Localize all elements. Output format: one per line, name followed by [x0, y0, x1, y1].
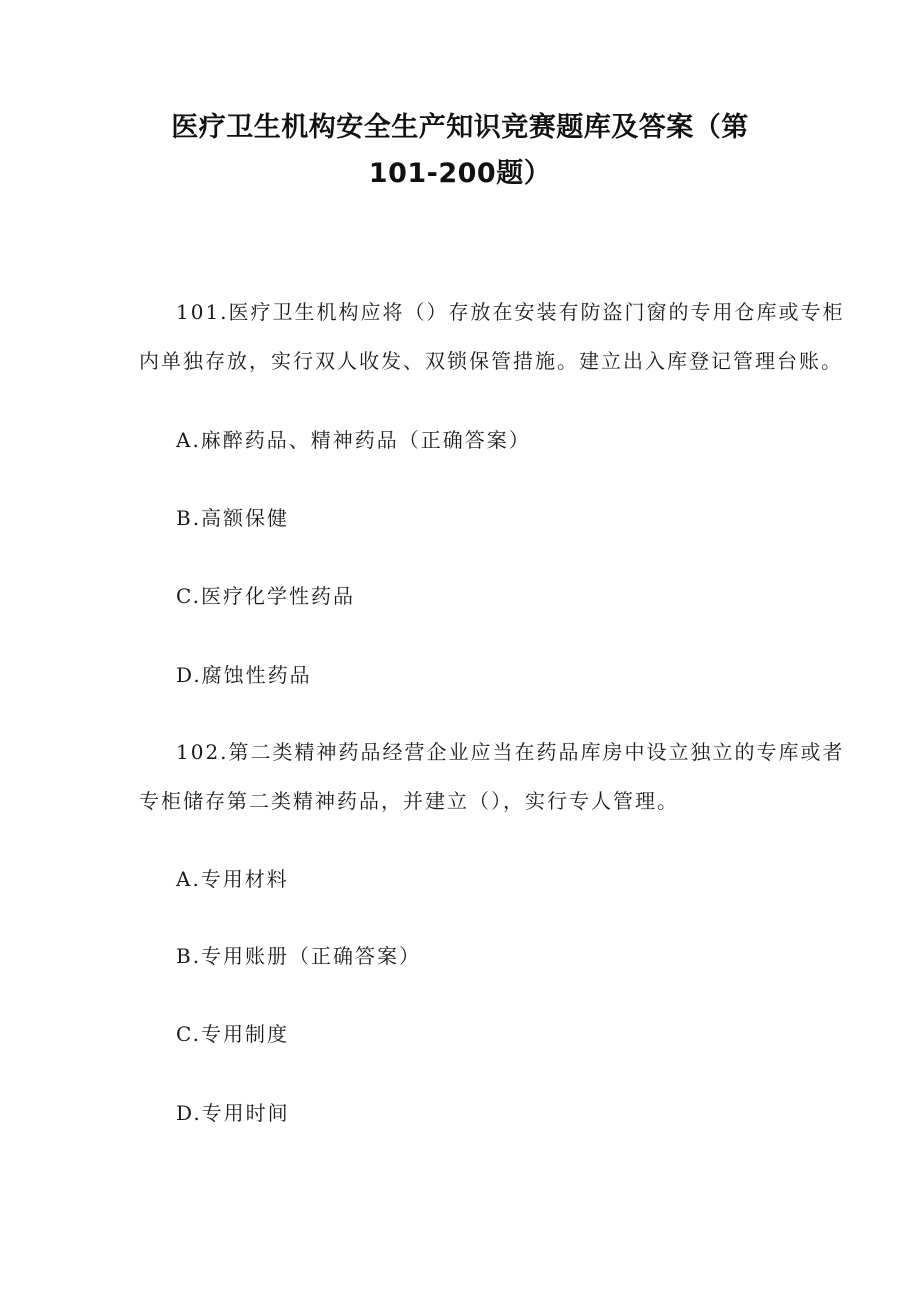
question-102-option-b: B.专用账册（正确答案）	[176, 944, 422, 968]
question-102-stem-line-2: 专柜储存第二类精神药品，并建立（），实行专人管理。	[139, 789, 679, 813]
question-101-stem-line-1: 101.医疗卫生机构应将（）存放在安装有防盗门窗的专用仓库或专柜	[176, 300, 845, 324]
question-101-option-c: C.医疗化学性药品	[176, 584, 355, 608]
question-102-option-a: A.专用材料	[176, 867, 289, 891]
question-101-option-b: B.高额保健	[176, 506, 290, 530]
question-101-stem-line-2: 内单独存放，实行双人收发、双锁保管措施。建立出入库登记管理台账。	[139, 349, 843, 373]
document-title-line-2: 101-200题）	[368, 158, 552, 189]
document-title-line-1: 医疗卫生机构安全生产知识竞赛题库及答案（第	[171, 112, 749, 143]
question-102-option-c: C.专用制度	[176, 1022, 289, 1046]
question-101-option-a: A.麻醉药品、精神药品（正确答案）	[176, 428, 531, 452]
question-102-stem-line-1: 102.第二类精神药品经营企业应当在药品库房中设立独立的专库或者	[176, 740, 845, 764]
question-101-option-d: D.腐蚀性药品	[176, 663, 312, 687]
question-102-option-d: D.专用时间	[176, 1101, 290, 1125]
